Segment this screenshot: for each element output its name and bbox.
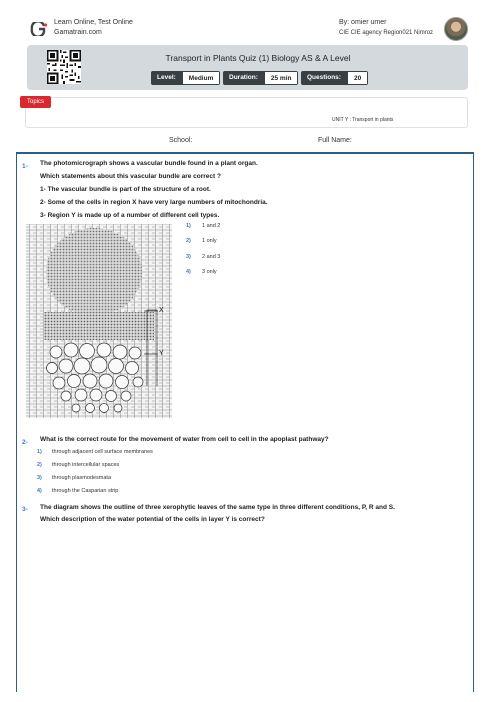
question-1-option-1-number: 1)	[186, 223, 191, 229]
question-1-statement-3: 3- Region Y is made up of a number of different cell types.	[40, 212, 220, 219]
brand-tagline: Learn Online, Test Online	[54, 19, 133, 26]
questions-badge	[301, 71, 368, 85]
question-2-option-4[interactable]: through the Casparian strip	[52, 488, 119, 494]
duration-label: Duration:	[223, 71, 264, 85]
question-2-option-1[interactable]: through adjacent cell surface membranes	[52, 449, 153, 455]
question-1-line-2: Which statements about this vascular bundle are correct ?	[40, 173, 221, 180]
question-1-option-2[interactable]: 1 only	[202, 238, 217, 244]
level-badge	[151, 71, 220, 85]
question-1-number: 1-	[22, 163, 28, 170]
top-header	[0, 0, 496, 46]
question-3-line-2: Which description of the water potential of the cells in layer Y is correct?	[40, 516, 265, 523]
question-3-line-1: The diagram shows the outline of three xerophytic leaves of the same type in three different conditions, P, R and S.	[40, 504, 395, 511]
question-1-option-3-number: 3)	[186, 254, 191, 260]
question-1-option-4-number: 4)	[186, 269, 191, 275]
question-2-option-1-number: 1)	[37, 449, 42, 455]
questions-value: 20	[347, 71, 368, 85]
author-name: By: omier umer	[339, 19, 387, 26]
question-2-option-2-number: 2)	[37, 462, 42, 468]
question-2-option-2[interactable]: through intercellular spaces	[52, 462, 120, 468]
figure-label-y: Y	[159, 350, 164, 357]
topic-unit: UNIT Y : Transport in plants	[332, 117, 394, 123]
school-label: School:	[169, 137, 193, 144]
question-2-option-4-number: 4)	[37, 488, 42, 494]
topics-badge: Topics	[20, 96, 51, 108]
brand-site[interactable]: Gamatrain.com	[54, 29, 102, 36]
question-1-option-2-number: 2)	[186, 238, 191, 244]
topics-box	[25, 97, 468, 128]
question-1-line-1: The photomicrograph shows a vascular bundle found in a plant organ.	[40, 160, 258, 167]
question-2-number: 2-	[22, 439, 28, 446]
author-avatar	[444, 17, 468, 41]
figure-label-x: X	[159, 307, 164, 314]
question-1-option-1[interactable]: 1 and 2	[202, 223, 221, 229]
question-1-option-3[interactable]: 2 and 3	[202, 254, 221, 260]
full-name-label: Full Name:	[318, 137, 352, 144]
duration-value: 25 min	[264, 71, 299, 85]
quiz-title: Transport in Plants Quiz (1) Biology AS & A Level	[165, 53, 351, 63]
question-2-option-3-number: 3)	[37, 475, 42, 481]
question-2-option-3[interactable]: through plasmodesmata	[52, 475, 112, 481]
question-1-option-4[interactable]: 3 only	[202, 269, 217, 275]
questions-label: Questions:	[301, 71, 347, 85]
gamatrain-logo-icon	[30, 22, 48, 36]
level-label: Level:	[151, 71, 182, 85]
question-2-text: What is the correct route for the movement of water from cell to cell in the apoplast pathway?	[40, 436, 329, 443]
duration-badge	[223, 71, 298, 85]
author-agency: CIE CIE agency Region021 Nimroz	[339, 30, 434, 36]
question-3-number: 3-	[22, 506, 28, 513]
questions-divider	[16, 152, 474, 154]
question-1-statement-1: 1- The vascular bundle is part of the structure of a root.	[40, 186, 211, 193]
level-value: Medium	[182, 71, 221, 85]
question-1-statement-2: 2- Some of the cells in region X have very large numbers of mitochondria.	[40, 199, 268, 206]
